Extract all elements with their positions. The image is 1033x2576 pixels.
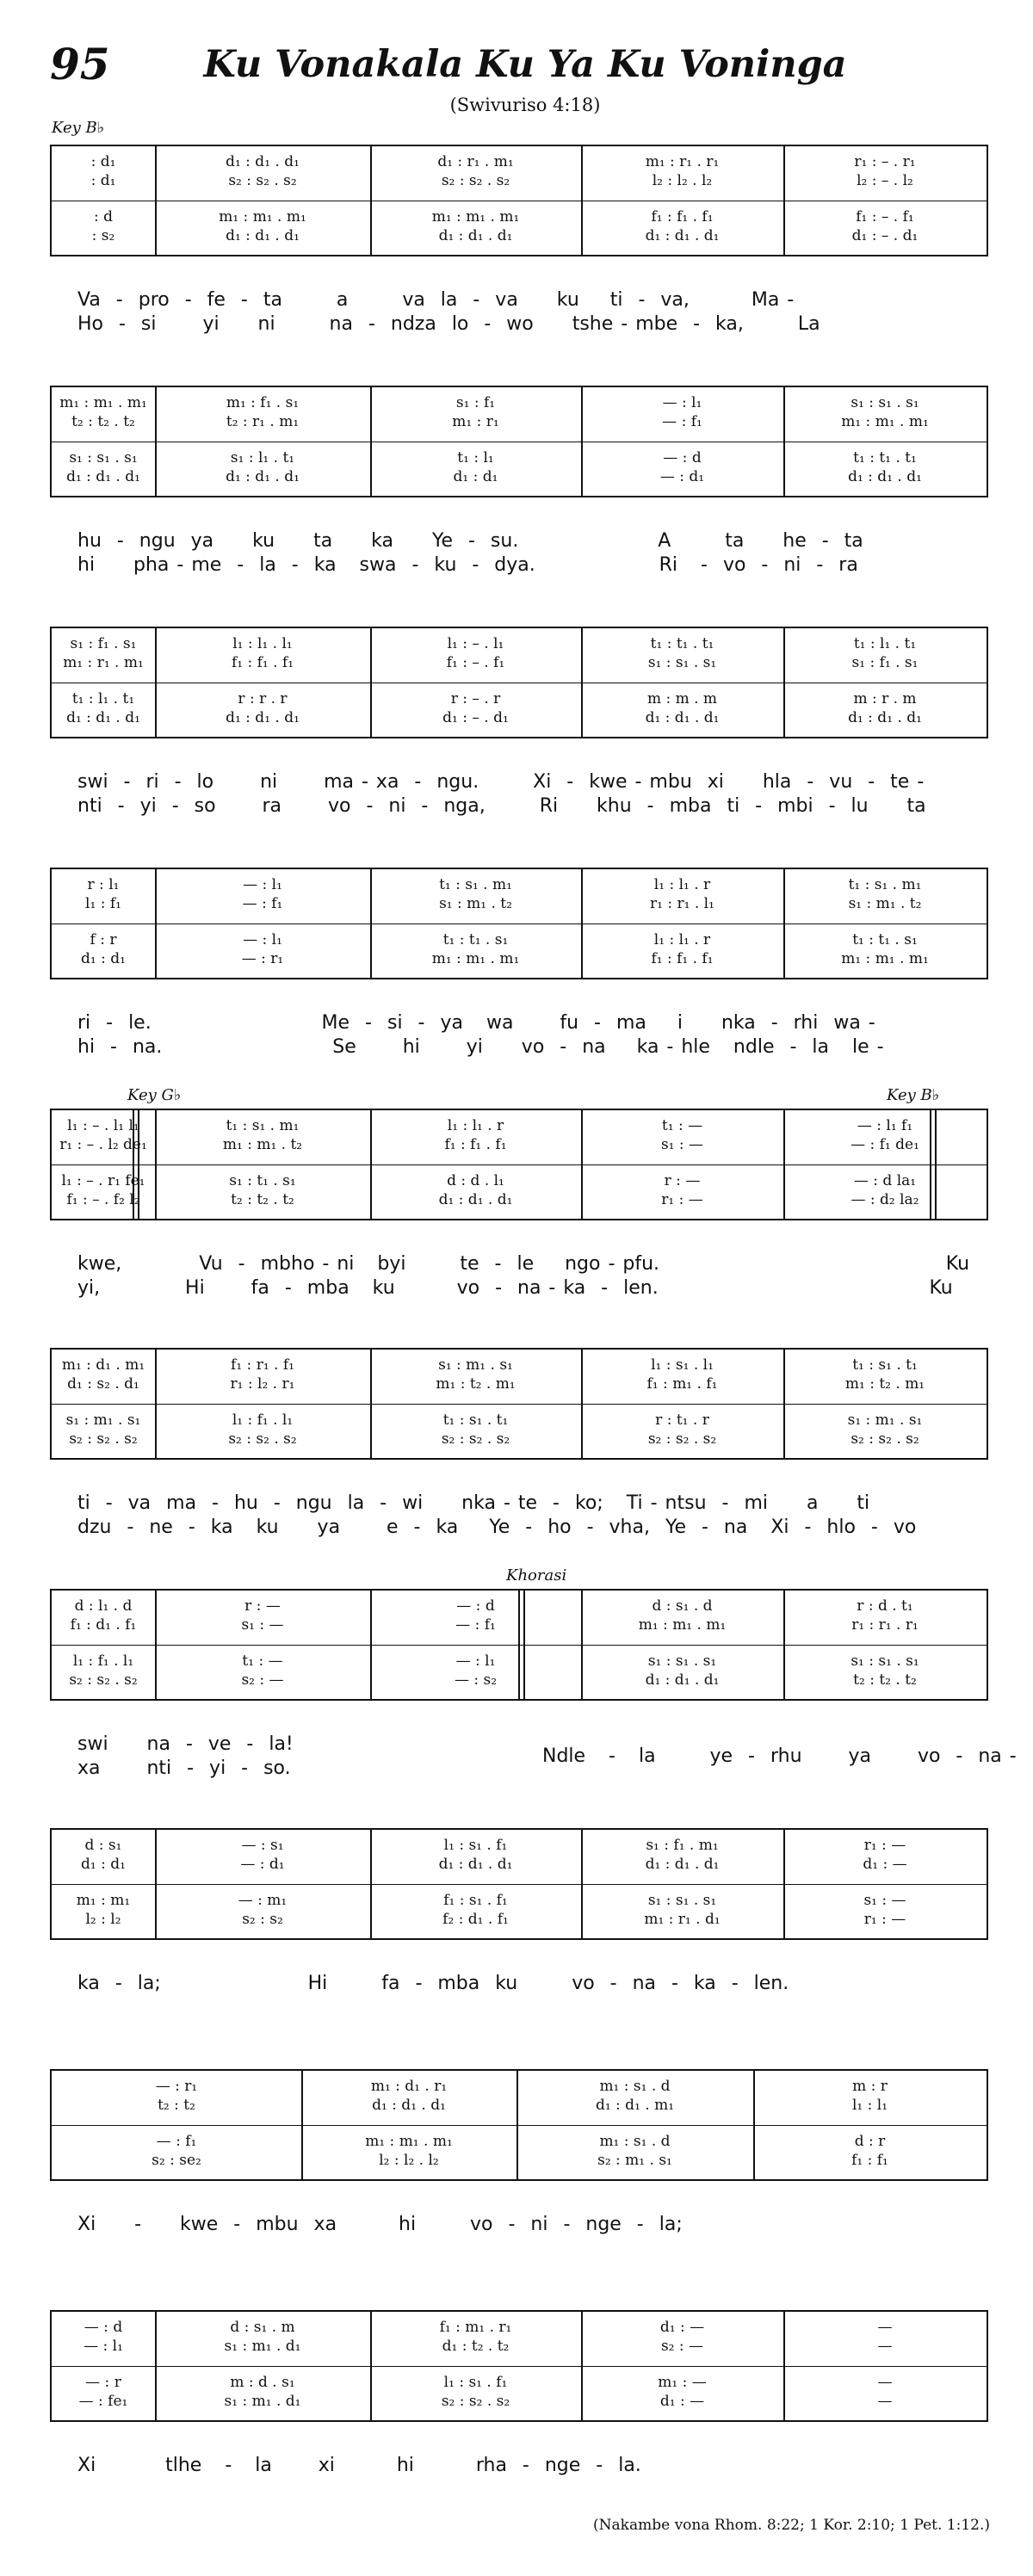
solfa-part-bass: m₁ : m₁ . m₁ — [431, 952, 520, 967]
barline — [783, 1110, 785, 1219]
barline — [155, 1350, 157, 1458]
barline — [783, 628, 785, 737]
solfa-part-bass: f₂ : d₁ . f₁ — [442, 1912, 509, 1927]
solfa-part-soprano: — : l₁ — [662, 396, 702, 411]
barline — [370, 1591, 372, 1699]
solfa-part-soprano: d : l₁ . d — [74, 1599, 133, 1614]
solfa-part-soprano: — — [877, 2320, 893, 2335]
solfa-part-tenor: — : m₁ — [238, 1893, 288, 1908]
barline — [155, 869, 157, 978]
solfa-part-soprano: m₁ : d₁ . r₁ — [370, 2079, 448, 2094]
solfa-part-tenor: m₁ : s₁ . d — [599, 2134, 671, 2149]
barline — [370, 869, 372, 978]
solfa-part-tenor: s₁ : m₁ . s₁ — [65, 1413, 141, 1428]
music-system-9 — [50, 2069, 988, 2181]
solfa-part-soprano: — : r₁ — [155, 2079, 198, 2094]
solfa-part-bass: s₂ : — — [241, 1673, 284, 1688]
solfa-part-bass: d₁ : d₁ . d₁ — [848, 711, 922, 726]
barline — [301, 2071, 303, 2179]
solfa-part-bass: r₁ : — — [661, 1193, 703, 1208]
barline — [155, 2312, 157, 2420]
solfa-part-bass: — : fe₁ — [78, 2394, 128, 2409]
chorus-label: Khorasi — [506, 1566, 567, 1585]
solfa-part-bass: d₁ : d₁ . d₁ — [66, 470, 140, 485]
solfa-part-alto: l₁ : f₁ — [85, 897, 121, 911]
solfa-part-tenor: f₁ : s₁ . f₁ — [443, 1893, 508, 1908]
solfa-part-bass: — : d₁ — [659, 470, 705, 485]
solfa-part-tenor: t₁ : l₁ — [457, 451, 494, 466]
solfa-part-alto: f₁ : f₁ . f₁ — [231, 656, 294, 670]
key-signature-start: Key B♭ — [52, 119, 105, 137]
staff-divider — [52, 1164, 987, 1165]
lyric-line-verse-1: swi - ri - lo ni ma - xa - ngu. Xi - kwe - mbu xi hla - vu - te - — [77, 771, 925, 793]
solfa-part-alto: d₁ : d₁ . m₁ — [595, 2098, 675, 2113]
solfa-part-alto: — : l₁ — [84, 2339, 123, 2354]
solfa-part-bass: f₁ : f₁ — [851, 2153, 888, 2168]
solfa-part-tenor: t₁ : t₁ . t₁ — [853, 451, 917, 466]
solfa-part-bass: l₂ : l₂ — [85, 1912, 121, 1927]
solfa-part-soprano: t₁ : s₁ . t₁ — [852, 1358, 918, 1373]
solfa-part-soprano: m₁ : d₁ . m₁ — [61, 1358, 145, 1373]
solfa-part-bass: d₁ : d₁ . d₁ — [645, 1673, 720, 1688]
solfa-part-tenor: s₁ : s₁ . s₁ — [647, 1654, 717, 1669]
solfa-part-soprano: l₁ : – . l₁ — [447, 637, 504, 652]
solfa-part-bass: r₁ : — — [863, 1912, 906, 1927]
solfa-part-soprano: d : s₁ . m — [230, 2320, 295, 2335]
solfa-part-soprano: t₁ : s₁ . m₁ — [848, 878, 922, 893]
barline — [783, 1350, 785, 1458]
lyric-line-verse-1: Va - pro - fe - ta a va la - va ku ti - va, Ma - — [77, 289, 795, 311]
solfa-part-alto: s₁ : — — [660, 1138, 704, 1152]
solfa-part-soprano: t₁ : s₁ . m₁ — [439, 878, 512, 893]
solfa-part-alto: r₁ : r₁ . r₁ — [851, 1618, 919, 1633]
solfa-part-soprano: m : r — [852, 2079, 888, 2094]
solfa-part-alto: : d₁ — [90, 174, 116, 188]
solfa-part-soprano: t₁ : l₁ . t₁ — [853, 637, 917, 652]
solfa-part-tenor: m₁ : m₁ . m₁ — [365, 2134, 453, 2149]
solfa-part-bass: d₁ : d₁ . d₁ — [438, 229, 513, 244]
barline — [783, 146, 785, 255]
solfa-part-bass: f₁ : f₁ . f₁ — [651, 952, 714, 967]
solfa-part-bass: d₁ : d₁ . d₁ — [645, 711, 720, 726]
solfa-part-bass: d₁ : d₁ . d₁ — [645, 229, 720, 244]
solfa-part-alto: m₁ : m₁ . t₂ — [222, 1138, 303, 1152]
barline — [516, 2071, 518, 2179]
solfa-part-bass: d₁ : d₁ . d₁ — [226, 470, 300, 485]
solfa-part-tenor: s₁ : s₁ . s₁ — [851, 1654, 919, 1669]
solfa-part-soprano: s₁ : s₁ . s₁ — [851, 396, 919, 411]
solfa-part-tenor: f : r — [90, 933, 117, 948]
solfa-part-alto: l₂ : l₂ . l₂ — [652, 174, 713, 188]
solfa-part-tenor: — : f₁ — [156, 2134, 197, 2149]
barline — [581, 146, 583, 255]
solfa-part-bass: d₁ : d₁ . d₁ — [438, 1193, 513, 1208]
solfa-part-bass: : s₂ — [91, 229, 115, 244]
solfa-part-soprano: d₁ : d₁ . d₁ — [226, 155, 300, 170]
lyric-line-verse-1: ti - va ma - hu - ngu la - wi nka - te - ko; Ti - ntsu - mi a ti — [77, 1492, 870, 1514]
solfa-part-tenor: — : d la₁ — [853, 1174, 917, 1189]
solfa-part-soprano: l₁ : s₁ . l₁ — [651, 1358, 714, 1373]
solfa-part-bass: — : r₁ — [241, 952, 284, 967]
solfa-part-alto: s₁ : m₁ . t₂ — [848, 897, 922, 911]
solfa-part-tenor: — : l₁ — [455, 1654, 496, 1669]
solfa-part-tenor: t₁ : t₁ . s₁ — [852, 933, 918, 948]
solfa-part-alto: d₁ : — — [863, 1857, 907, 1872]
barline — [370, 2312, 372, 2420]
music-system-8 — [50, 1828, 988, 1940]
barline — [783, 387, 785, 496]
lyric-line-verse-2: dzu - ne - ka ku ya e - ka Ye - ho - vha, Ye - na Xi - hlo - vo — [77, 1517, 917, 1538]
barline — [783, 2312, 785, 2420]
solfa-part-alto: s₁ : m₁ . t₂ — [439, 897, 512, 911]
solfa-part-alto: d₁ : d₁ . d₁ — [438, 1857, 513, 1872]
solfa-part-alto: s₁ : s₁ . s₁ — [647, 656, 717, 670]
solfa-part-soprano: d₁ : — — [659, 2320, 705, 2335]
solfa-part-bass: s₂ : m₁ . s₁ — [597, 2153, 672, 2168]
solfa-part-tenor: m : d . s₁ — [230, 2375, 295, 2390]
solfa-part-tenor: d : d . l₁ — [447, 1174, 504, 1189]
solfa-part-soprano: — : l₁ f₁ — [857, 1119, 913, 1134]
solfa-part-bass: d₁ : d₁ — [453, 470, 498, 485]
barline — [155, 146, 157, 255]
solfa-part-bass: s₂ : s₂ . s₂ — [228, 1432, 297, 1447]
barline — [155, 628, 157, 737]
music-system-2 — [50, 386, 988, 497]
solfa-part-soprano: l₁ : l₁ . l₁ — [232, 637, 293, 652]
solfa-part-bass: s₂ : se₂ — [152, 2153, 201, 2168]
solfa-part-alto: s₂ : — — [660, 2339, 704, 2354]
solfa-part-alto: d₁ : t₂ . t₂ — [442, 2339, 510, 2354]
solfa-part-alto: m₁ : r₁ — [452, 415, 499, 429]
solfa-part-tenor: r : — — [664, 1174, 701, 1189]
barline — [581, 1110, 583, 1219]
solfa-part-tenor: r : r . r — [238, 692, 288, 707]
solfa-part-soprano: — : l₁ — [243, 878, 282, 893]
solfa-part-tenor: l₁ : – . r₁ fe₁ — [61, 1174, 145, 1189]
solfa-part-bass: d₁ : d₁ — [81, 952, 126, 967]
solfa-part-tenor: m : r . m — [853, 692, 917, 707]
solfa-part-bass: — : d₂ la₂ — [851, 1193, 919, 1208]
solfa-part-alto: d₁ : s₂ . d₁ — [67, 1377, 139, 1392]
solfa-part-soprano: l₁ : – . l₁ l₁ — [67, 1119, 139, 1134]
barline — [370, 628, 372, 737]
solfa-part-alto: m₁ : m₁ . m₁ — [638, 1618, 727, 1633]
solfa-part-bass: t₂ : t₂ . t₂ — [231, 1193, 294, 1208]
solfa-part-bass: s₂ : s₂ . s₂ — [851, 1432, 919, 1447]
solfa-part-alto: f₁ : d₁ . f₁ — [70, 1618, 137, 1633]
barline — [370, 387, 372, 496]
barline — [370, 1110, 372, 1219]
solfa-part-alto: t₂ : r₁ . m₁ — [226, 415, 300, 429]
solfa-part-soprano: — : d — [84, 2320, 123, 2335]
barline — [581, 1591, 583, 1699]
solfa-part-tenor: l₁ : f₁ . l₁ — [232, 1413, 294, 1428]
solfa-part-alto: — — [877, 2339, 893, 2354]
solfa-part-bass: — — [877, 2394, 893, 2409]
solfa-part-soprano: l₁ : l₁ . r — [653, 878, 711, 893]
music-system-1 — [50, 145, 988, 256]
solfa-part-soprano: — : d — [456, 1599, 495, 1614]
solfa-part-tenor: s₁ : s₁ . s₁ — [69, 451, 138, 466]
solfa-part-bass: s₂ : s₂ . s₂ — [441, 2394, 510, 2409]
solfa-part-bass: t₂ : t₂ . t₂ — [853, 1673, 917, 1688]
lyric-line-verse-1: ri - le. Me - si - ya wa fu - ma i nka - rhi wa - — [77, 1012, 875, 1034]
solfa-part-alto: s₂ : s₂ . s₂ — [228, 174, 297, 188]
solfa-part-soprano: l₁ : s₁ . f₁ — [443, 1838, 508, 1853]
solfa-part-tenor: — : d — [663, 451, 702, 466]
solfa-part-tenor: r : – . r — [450, 692, 501, 707]
solfa-part-tenor: f₁ : – . f₁ — [856, 210, 914, 225]
key-signature-return: Key B♭ — [887, 1086, 940, 1104]
solfa-part-tenor: r : t₁ . r — [655, 1413, 709, 1428]
solfa-part-alto: d₁ : d₁ . d₁ — [372, 2098, 446, 2113]
solfa-part-bass: — : s₂ — [454, 1673, 498, 1688]
barline — [783, 1830, 785, 1938]
hymn-number: 95 — [50, 39, 110, 90]
solfa-part-soprano: r : — — [244, 1599, 281, 1614]
solfa-part-tenor: t₁ : l₁ . t₁ — [71, 692, 135, 707]
solfa-part-tenor: s₁ : — — [863, 1893, 906, 1908]
solfa-part-alto: t₂ : t₂ — [158, 2098, 195, 2113]
solfa-part-alto: l₂ : – . l₂ — [857, 174, 913, 188]
solfa-part-soprano: — : s₁ — [241, 1838, 284, 1853]
barline — [581, 387, 583, 496]
solfa-part-bass: m₁ : m₁ . m₁ — [841, 952, 929, 967]
solfa-part-alto: s₂ : s₂ . s₂ — [441, 174, 510, 188]
solfa-part-soprano: r₁ : — — [863, 1838, 906, 1853]
solfa-part-alto: m₁ : m₁ . m₁ — [841, 415, 929, 429]
solfa-part-soprano: f₁ : r₁ . f₁ — [231, 1358, 294, 1373]
solfa-part-alto: f₁ : m₁ . f₁ — [646, 1377, 718, 1392]
solfa-part-soprano: r : l₁ — [87, 878, 120, 893]
barline — [155, 1110, 157, 1219]
solfa-part-tenor: s₁ : l₁ . t₁ — [230, 451, 295, 466]
solfa-part-tenor: t₁ : t₁ . s₁ — [442, 933, 509, 948]
solfa-part-soprano: m₁ : s₁ . d — [599, 2079, 671, 2094]
barline — [783, 869, 785, 978]
solfa-part-alto: l₁ : l₁ — [851, 2098, 888, 2113]
solfa-part-bass: s₂ : s₂ . s₂ — [69, 1432, 138, 1447]
solfa-part-soprano: r₁ : – . r₁ — [854, 155, 916, 170]
barline — [581, 1350, 583, 1458]
lyric-line-verse-1: swi na - ve - la! — [77, 1733, 294, 1755]
scripture-references: (Nakambe vona Rhom. 8:22; 1 Kor. 2:10; 1 Pet. 1:12.) — [593, 2517, 990, 2534]
lyric-line-verse-2: hi - na. Se hi yi vo - na ka - hle ndle - la le - — [77, 1036, 884, 1058]
solfa-part-tenor: f₁ : f₁ . f₁ — [651, 210, 714, 225]
music-system-3 — [50, 627, 988, 738]
solfa-part-alto: m₁ : t₂ . m₁ — [436, 1377, 516, 1392]
barline — [370, 146, 372, 255]
barline — [581, 1830, 583, 1938]
solfa-part-soprano: t₁ : — — [661, 1119, 703, 1134]
solfa-part-alto: s₁ : m₁ . d₁ — [224, 2339, 301, 2354]
lyric-line-verse-2: yi, Hi fa - mba ku vo - na - ka - len. Ku — [77, 1277, 953, 1299]
barline — [370, 1350, 372, 1458]
solfa-part-soprano: : d₁ — [90, 155, 116, 170]
lyric-line-verse-2: xa nti - yi - so. — [77, 1757, 291, 1779]
solfa-part-alto: — : f₁ — [242, 897, 283, 911]
solfa-part-soprano: s₁ : m₁ . s₁ — [438, 1358, 513, 1373]
solfa-part-soprano: r : d . t₁ — [857, 1599, 913, 1614]
staff-divider — [52, 1884, 987, 1885]
solfa-part-tenor: s₁ : s₁ . s₁ — [647, 1893, 717, 1908]
solfa-part-soprano: d : s₁ . d — [652, 1599, 713, 1614]
solfa-part-tenor: — : l₁ — [243, 933, 282, 948]
solfa-part-bass: d₁ : — — [659, 2394, 705, 2409]
solfa-part-tenor: — — [877, 2375, 893, 2390]
solfa-part-tenor: s₁ : m₁ . s₁ — [847, 1413, 923, 1428]
barline — [370, 1830, 372, 1938]
lyric-line-verse-1: kwe, Vu - mbho - ni byi te - le ngo - pfu. Ku — [77, 1253, 970, 1275]
barline — [155, 1591, 157, 1699]
solfa-part-bass: d₁ : d₁ . d₁ — [226, 229, 300, 244]
solfa-part-bass: d₁ : – . d₁ — [851, 229, 919, 244]
solfa-part-bass: f₁ : – . f₂ l₂ — [66, 1193, 140, 1208]
lyric-line-verse-2: Ho - si yi ni na - ndza lo - wo tshe - mbe - ka, La — [77, 313, 820, 335]
barline — [581, 869, 583, 978]
solfa-part-alto: — : d₁ — [240, 1857, 285, 1872]
solfa-part-alto: — : f₁ — [662, 415, 702, 429]
solfa-part-soprano: m₁ : f₁ . s₁ — [226, 396, 300, 411]
solfa-part-alto: s₁ : f₁ . s₁ — [851, 656, 919, 670]
solfa-part-bass: d₁ : d₁ . d₁ — [848, 470, 922, 485]
solfa-part-tenor: m₁ : m₁ — [76, 1893, 131, 1908]
solfa-part-alto: — : f₁ — [455, 1618, 496, 1633]
solfa-part-soprano: d₁ : r₁ . m₁ — [437, 155, 514, 170]
solfa-part-tenor: m : m . m — [646, 692, 718, 707]
solfa-part-bass: s₂ : s₂ . s₂ — [69, 1673, 138, 1688]
solfa-part-soprano: d : s₁ — [84, 1838, 122, 1853]
solfa-part-bass: d₁ : – . d₁ — [442, 711, 509, 726]
staff-divider — [52, 1404, 987, 1405]
chorus-lyric-line: Ndle - la ye - rhu ya vo - na - — [542, 1745, 1017, 1767]
solfa-part-tenor: — : r — [85, 2375, 121, 2390]
solfa-part-tenor: l₁ : f₁ . l₁ — [72, 1654, 134, 1669]
solfa-part-alto: m₁ : t₂ . m₁ — [844, 1377, 925, 1392]
solfa-part-alto: — : f₁ de₁ — [851, 1138, 919, 1152]
solfa-part-alto: r₁ : l₂ . r₁ — [230, 1377, 295, 1392]
lyric-line-verse-1: Xi - kwe - mbu xa hi vo - ni - nge - la; — [77, 2214, 683, 2235]
solfa-part-alto: d₁ : d₁ — [81, 1857, 126, 1872]
barline — [155, 387, 157, 496]
solfa-part-soprano: m₁ : m₁ . m₁ — [59, 396, 147, 411]
solfa-part-tenor: t₁ : s₁ . t₁ — [442, 1413, 509, 1428]
solfa-part-bass: m₁ : r₁ . d₁ — [644, 1912, 721, 1927]
solfa-part-tenor: m₁ : m₁ . m₁ — [219, 210, 306, 225]
solfa-part-alto: r₁ : – . l₂ de₁ — [59, 1138, 147, 1152]
solfa-part-tenor: d : r — [854, 2134, 886, 2149]
solfa-part-bass: d₁ : d₁ . d₁ — [226, 711, 300, 726]
barline — [155, 1830, 157, 1938]
solfa-part-tenor: l₁ : l₁ . r — [653, 933, 711, 948]
barline — [753, 2071, 755, 2179]
solfa-part-bass: s₂ : s₂ — [242, 1912, 283, 1927]
solfa-part-soprano: l₁ : l₁ . r — [447, 1119, 504, 1134]
solfa-part-bass: s₂ : s₂ . s₂ — [647, 1432, 717, 1447]
solfa-part-tenor: m₁ : — — [658, 2375, 707, 2390]
solfa-part-tenor: l₁ : s₁ . f₁ — [443, 2375, 508, 2390]
solfa-part-bass: s₁ : m₁ . d₁ — [224, 2394, 301, 2409]
solfa-part-tenor: : d — [93, 210, 113, 225]
solfa-part-soprano: f₁ : m₁ . r₁ — [439, 2320, 512, 2335]
solfa-part-tenor: t₁ : — — [242, 1654, 283, 1669]
solfa-part-soprano: t₁ : t₁ . t₁ — [650, 637, 714, 652]
lyric-line-verse-2: hi pha - me - la - ka swa - ku - dya. Ri - vo - ni - ra — [77, 554, 858, 576]
solfa-part-alto: d₁ : d₁ . d₁ — [645, 1857, 720, 1872]
music-system-6 — [50, 1348, 988, 1460]
solfa-part-alto: t₂ : t₂ . t₂ — [71, 415, 135, 429]
staff-divider — [52, 2366, 987, 2367]
solfa-part-soprano: s₁ : f₁ — [455, 396, 496, 411]
solfa-part-tenor: s₁ : t₁ . s₁ — [229, 1174, 296, 1189]
music-system-10 — [50, 2310, 988, 2422]
solfa-part-alto: s₁ : — — [241, 1618, 284, 1633]
staff-divider — [52, 2125, 987, 2126]
barline — [783, 1591, 785, 1699]
solfa-part-soprano: s₁ : f₁ . s₁ — [70, 637, 137, 652]
solfa-part-bass: l₂ : l₂ . l₂ — [379, 2153, 439, 2168]
music-system-5 — [50, 1109, 988, 1220]
solfa-part-alto: m₁ : r₁ . m₁ — [63, 656, 144, 670]
hymn-subtitle: (Swivuriso 4:18) — [449, 95, 601, 115]
hymn-title: Ku Vonakala Ku Ya Ku Voninga — [203, 43, 847, 86]
lyric-line-verse-2: nti - yi - so ra vo - ni - nga, Ri khu - mba ti - mbi - lu ta — [77, 795, 926, 817]
solfa-part-alto: f₁ : f₁ . f₁ — [444, 1138, 507, 1152]
solfa-part-tenor: m₁ : m₁ . m₁ — [431, 210, 520, 225]
solfa-part-bass: d₁ : d₁ . d₁ — [66, 711, 140, 726]
solfa-part-alto: f₁ : – . f₁ — [446, 656, 505, 670]
solfa-part-bass: s₂ : s₂ . s₂ — [441, 1432, 510, 1447]
barline — [581, 2312, 583, 2420]
key-signature-change: Key G♭ — [127, 1086, 182, 1104]
solfa-part-soprano: m₁ : r₁ . r₁ — [645, 155, 720, 170]
solfa-part-soprano: s₁ : f₁ . m₁ — [646, 1838, 719, 1853]
solfa-part-soprano: t₁ : s₁ . m₁ — [226, 1119, 300, 1134]
lyric-line-verse-1: hu - ngu ya ku ta ka Ye - su. A ta he - ta — [77, 530, 863, 552]
music-system-7 — [50, 1589, 988, 1701]
solfa-part-alto: r₁ : r₁ . l₁ — [650, 897, 714, 911]
barline — [581, 628, 583, 737]
lyric-line-verse-1: Xi tlhe - la xi hi rha - nge - la. — [77, 2455, 641, 2476]
lyric-line-verse-1: ka - la; Hi fa - mba ku vo - na - ka - len. — [77, 1973, 789, 1994]
music-system-4 — [50, 868, 988, 979]
